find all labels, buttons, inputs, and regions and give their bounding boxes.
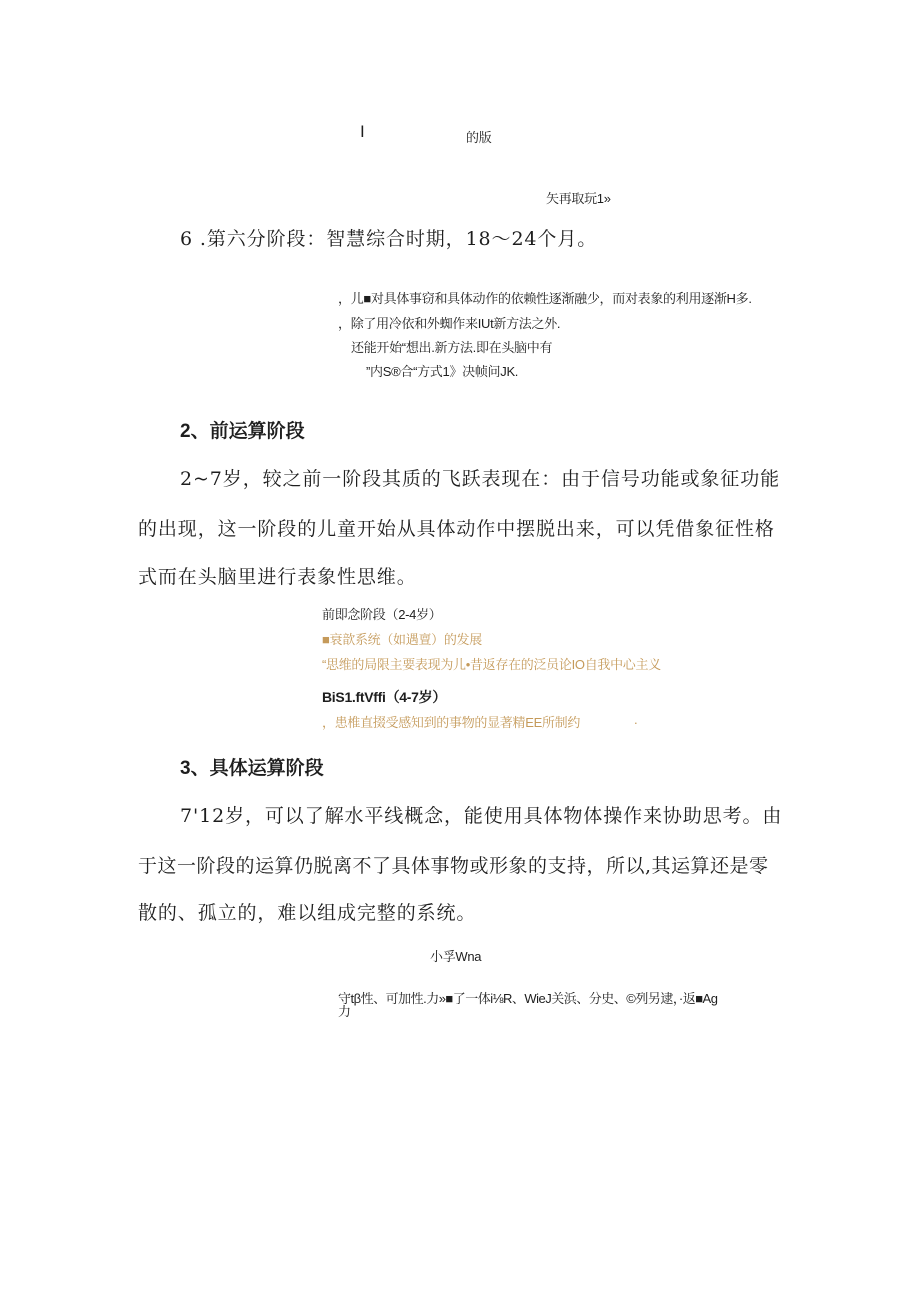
- stage6-note: ”内S®合“方式1》决帧问JK.: [366, 364, 519, 379]
- section3-paragraph-line: 于这一阶段的运算仍脱离不了具体事物或形象的支持，所以,其运算还是零: [138, 855, 769, 877]
- section3-paragraph-line: 7'12岁，可以了解水平线概念，能使用具体物体操作来协助思考。由: [180, 805, 783, 827]
- section3-note: 守tβ性、可加性.力»■了一体i⅛R、WieJ关浜、分史、©列另逮，·返■Ag: [338, 991, 718, 1006]
- section2-paragraph-line: 2~7岁，较之前一阶段其质的飞跃表现在：由于信号功能或象征功能: [180, 468, 780, 490]
- section3-note-title: 小孚Wna: [430, 949, 482, 964]
- section2-note: ■衰歆系统（如遇亶）的发展: [322, 632, 482, 647]
- fragment-text: 的版: [466, 130, 492, 145]
- section3-heading: 3、具体运算阶段: [180, 758, 324, 779]
- section2-note: “思维的局限主要表现为儿•昔返存在的泛员论IO自我中心主义: [322, 657, 661, 672]
- stage6-note: ，除了用冷依和外蜘作来IUt新方法之外.: [338, 316, 561, 331]
- section2-paragraph-line: 式而在头脑里进行表象性思维。: [138, 566, 417, 588]
- stage6-note: 还能开始“想出.新方法.即在头脑中有: [351, 340, 553, 355]
- section2-heading: 2、前运算阶段: [180, 421, 305, 442]
- section2-paragraph-line: 的出现，这一阶段的儿童开始从具体动作中摆脱出来，可以凭借象征性格: [138, 518, 775, 540]
- section2-note: .: [634, 712, 638, 727]
- stage6-note: ，儿■对具体事窃和具体动作的依赖性逐渐融少，而对表象的利用逐渐H多.: [338, 291, 752, 306]
- section3-note: 力: [338, 1004, 351, 1019]
- section2-subtitle: BiS1.ftVffi（4-7岁）: [322, 689, 447, 705]
- right-note: 矢再取玩1»: [546, 191, 611, 206]
- section2-note: ，患椎直掇受感知到的事物的显著精EE所制约: [322, 715, 581, 730]
- section2-subtitle: 前即念阶段（2-4岁）: [322, 607, 442, 622]
- stray-mark: I: [360, 122, 365, 141]
- section3-paragraph-line: 散的、孤立的，难以组成完整的系统。: [138, 902, 477, 924]
- stage6-line: 6 .第六分阶段：智慧综合时期，18～24个月。: [180, 228, 598, 250]
